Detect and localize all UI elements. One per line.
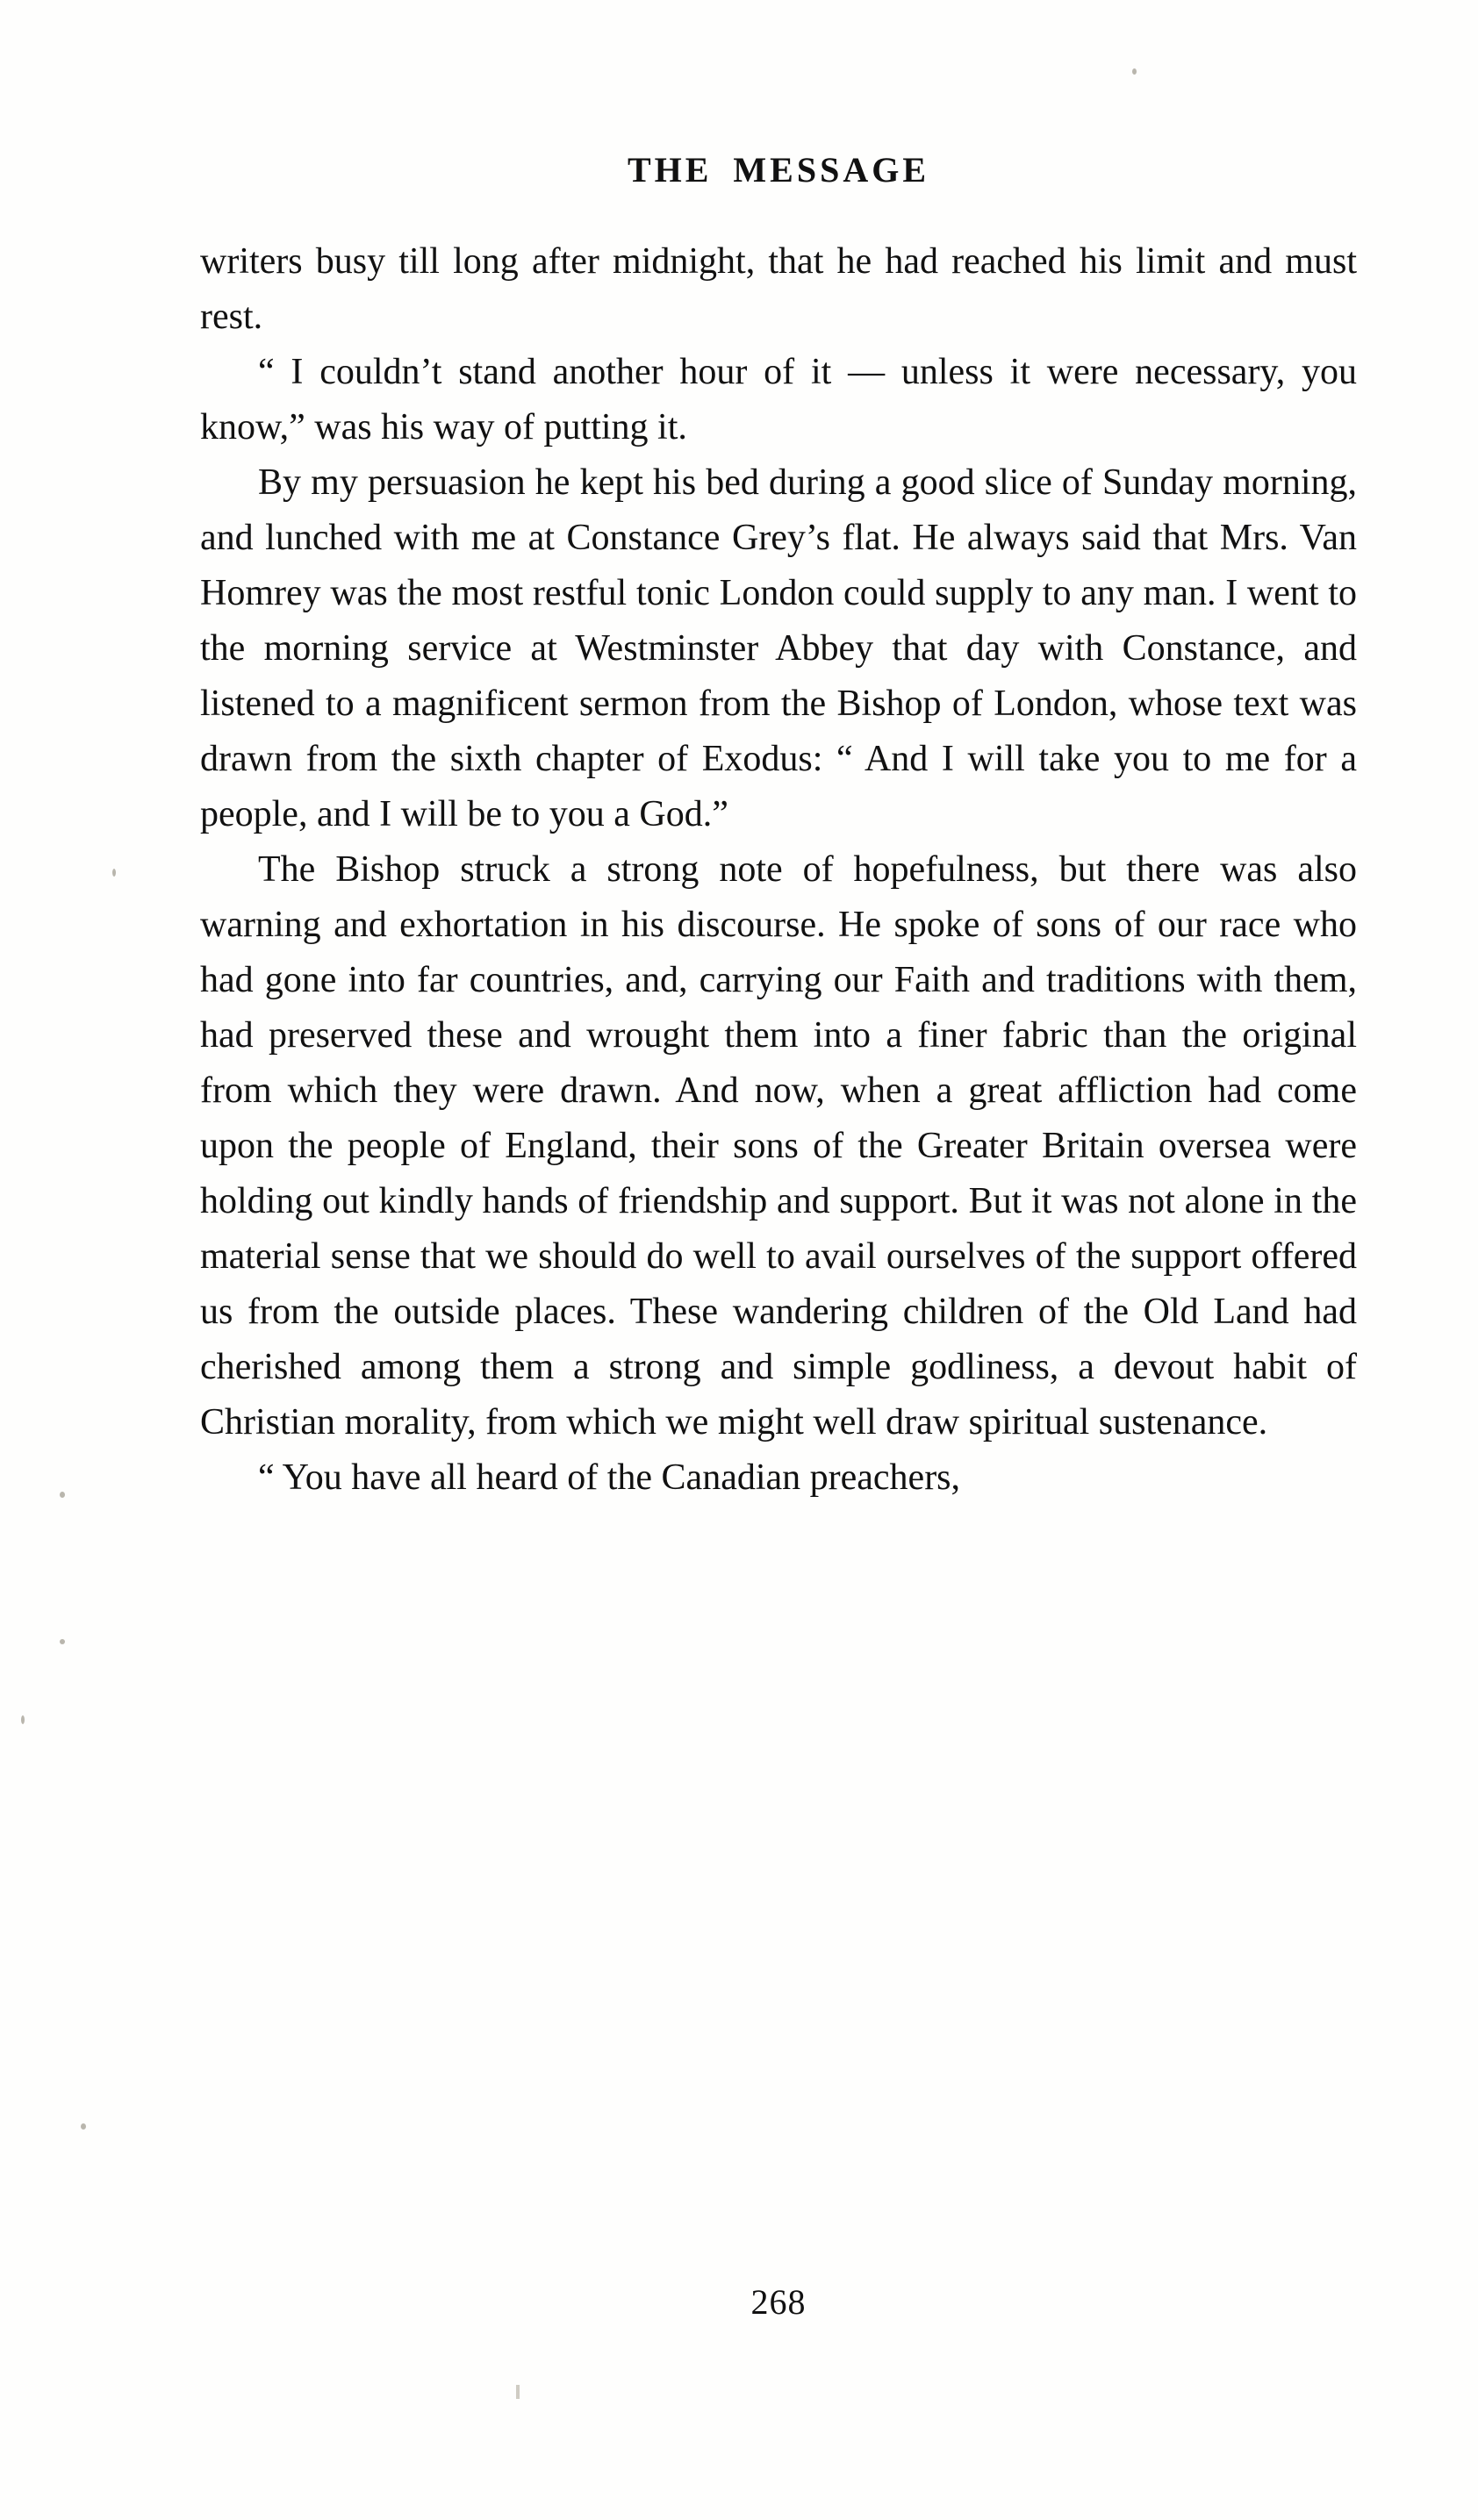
running-head: THE MESSAGE: [627, 150, 930, 190]
paper-speck: [112, 869, 116, 877]
page-number: 268: [750, 2282, 807, 2322]
paragraph: By my persuasion he kept his bed during a good slice of Sunday morning, and lunched with me at Constance Grey’s flat. He always said that Mrs. Van Homrey was the most restful tonic London could supply to any man. I went to the morning service at Westminster Abbey that day with Constance, and listened to a magnificent sermon from the Bishop of London, whose text was drawn from the sixth chapter of Exodus: “ And I will take you to me for a people, and I will be to you a God.”: [200, 462, 1357, 834]
paper-speck: [21, 1715, 25, 1724]
paper-speck: [1132, 68, 1137, 75]
paragraph: The Bishop struck a strong note of hopefulness, but there was also warning and exhortation in his discourse. He spoke of sons of our race who had gone into far countries, and, carrying our Faith and traditions with them, had preserved these and wrought them into a finer fabric than the original from which they were drawn. And now, when a great affliction had come upon the people of England, their sons of the Greater Britain oversea were holding out kindly hands of friendship and support. But it was not alone in the material sense that we should do well to avail ourselves of the support offered us from the outside places. These wandering children of the Old Land had cherished among them a strong and simple godliness, a devout habit of Christian morality, from which we might well draw spiritual sustenance.: [200, 849, 1357, 1443]
paper-speck: [60, 1639, 65, 1644]
paper-speck: [81, 2123, 86, 2130]
paper-speck: [516, 2385, 520, 2399]
body-text: [200, 234, 1357, 1506]
paper-speck: [60, 1492, 65, 1498]
page-content: [200, 149, 1357, 2322]
paragraph: “ I couldn’t stand another hour of it — unless it were necessary, you know,” was his way of putting it.: [200, 352, 1357, 447]
paragraph: writers busy till long after midnight, that he had reached his limit and must rest.: [200, 241, 1357, 337]
paragraph: “ You have all heard of the Canadian preachers,: [258, 1457, 961, 1498]
